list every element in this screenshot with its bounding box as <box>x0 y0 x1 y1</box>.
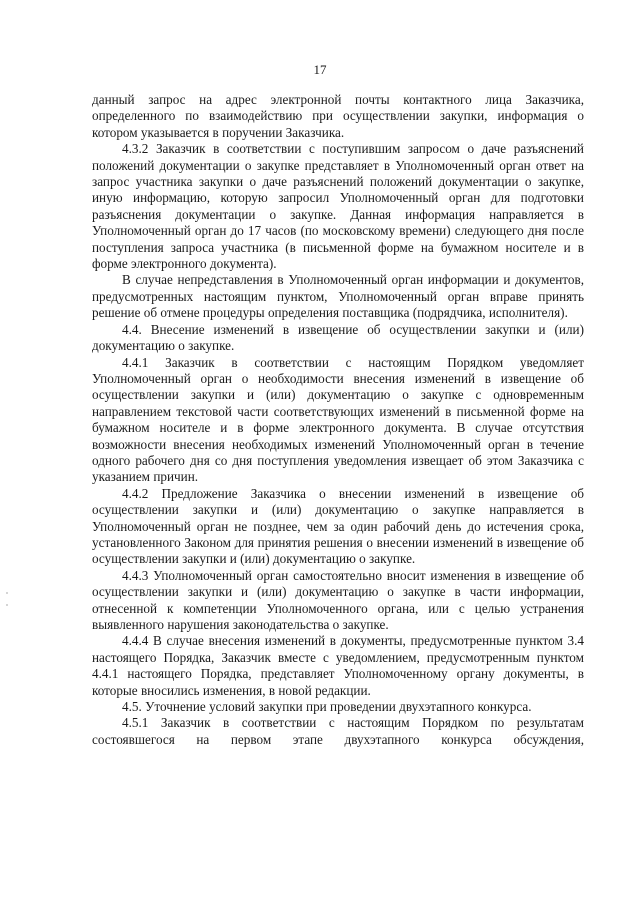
paragraph-4-4: 4.4. Внесение изменений в извещение об осуществлении закупки и (или) документацию о закупке. <box>92 321 584 354</box>
paragraph-4-4-2: 4.4.2 Предложение Заказчика о внесении изменений в извещение об осуществлении закупки и (или) документацию о закупке направляется в Уполномоченный орган не позднее, чем за один рабочий день до истечения срока, установленного Законом для принятия решения о внесении изменений в извещение об осуществлении закупки и (или) документацию о закупке. <box>92 485 584 567</box>
document-body <box>92 92 584 748</box>
paragraph-non-submission: В случае непредставления в Уполномоченный орган информации и документов, предусмотренных настоящим пунктом, Уполномоченный орган вправе принять решение об отмене процедуры определения поставщика (подрядчика, исполнителя). <box>92 272 584 321</box>
paragraph-4-3-2: 4.3.2 Заказчик в соответствии с поступившим запросом о даче разъяснений положений документации о закупке представляет в Уполномоченный орган ответ на запрос участника закупки о даче разъяснений положений документации о закупке, иную информацию, которую запросил Уполномоченный орган для подготовки разъяснения документации о закупке. Данная информация направляется в Уполномоченный орган до 17 часов (по московскому времени) следующего дня после поступления запроса участника (в письменной форме на бумажном носителе и в форме электронного документа). <box>92 141 584 272</box>
paragraph-4-5-1: 4.5.1 Заказчик в соответствии с настоящим Порядком по результатам состоявшегося на первом этапе двухэтапного конкурса обсуждения, <box>92 715 584 747</box>
paragraph-4-4-3: 4.4.3 Уполномоченный орган самостоятельно вносит изменения в извещение об осуществлении закупки и (или) документацию о закупке в части информации, отнесенной к компетенции Уполномоченного органа, или с целью устранения выявленного нарушения законодательства о закупке. <box>92 567 584 632</box>
page-number: 17 <box>313 62 327 77</box>
paragraph-4-4-4: 4.4.4 В случае внесения изменений в документы, предусмотренные пунктом 3.4 настоящего Порядка, Заказчик вместе с уведомлением, предусмотренным пунктом 4.4.1 настоящего Порядка, представляет Уполномоченному органу документы, в которые вносились изменения, в новой редакции. <box>92 633 584 698</box>
scan-speck <box>6 592 8 594</box>
paragraph-continuation: данный запрос на адрес электронной почты контактного лица Заказчика, определенного по взаимодействию при осуществлении закупки, информация о котором указывается в поручении Заказчика. <box>92 92 584 140</box>
paragraph-4-5: 4.5. Уточнение условий закупки при проведении двухэтапного конкурса. <box>122 699 532 715</box>
paragraph-4-4-1: 4.4.1 Заказчик в соответствии с настоящим Порядком уведомляет Уполномоченный орган о необходимости внесения изменений в извещение об осуществлении закупки и (или) документацию о закупке с одновременным направлением текстовой части соответствующих изменений в письменной форме на бумажном носителе и в форме электронного документа. В случае отсутствия возможности внесения необходимых изменений Уполномоченный орган в течение одного рабочего дня со дня поступления уведомления извещает об этом Заказчика с указанием причин. <box>92 354 584 485</box>
scan-speck <box>6 604 8 606</box>
